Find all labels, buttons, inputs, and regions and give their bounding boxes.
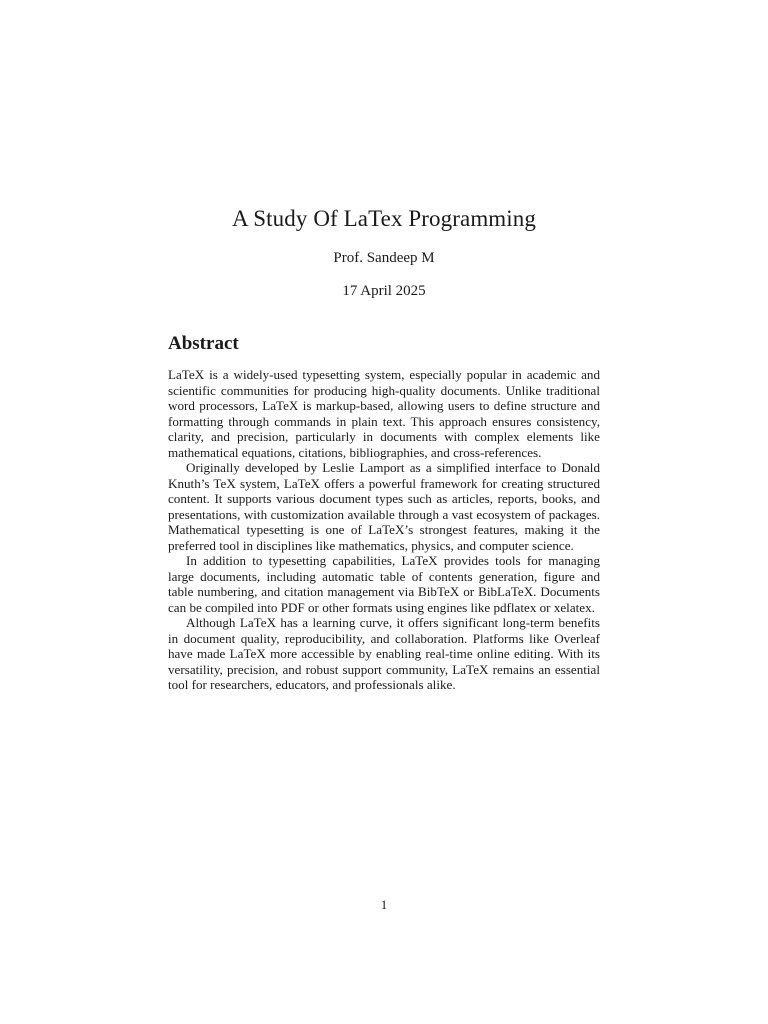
abstract-body xyxy=(168,367,600,693)
abstract-paragraph: LaTeX is a widely-used typesetting system, especially popular in academic and scientific communities for producing high-quality documents. Unlike traditional word processors, LaTeX is markup-based, allowing users to define structure and formatting through commands in plain text. This approach ensures consistency, clarity, and precision, particularly in documents with complex elements like mathematical equations, citations, bibliographies, and cross-references. xyxy=(168,367,600,460)
document-author: Prof. Sandeep M xyxy=(333,250,435,266)
abstract-heading: Abstract xyxy=(168,333,239,354)
abstract-paragraph: Although LaTeX has a learning curve, it offers significant long-term benefits in document quality, reproducibility, and collaboration. Platforms like Overleaf have made LaTeX more accessible by enabling real-time online editing. With its versatility, precision, and robust support community, LaTeX remains an essential tool for researchers, educators, and professionals alike. xyxy=(168,615,600,692)
document-date: 17 April 2025 xyxy=(342,283,426,299)
document-title: A Study Of LaTex Programming xyxy=(232,206,536,231)
abstract-paragraph: Originally developed by Leslie Lamport as a simplified interface to Donald Knuth’s TeX system, LaTeX offers a powerful framework for creating structured content. It supports various document types such as articles, reports, books, and presentations, with customization available through a vast ecosystem of packages. Mathematical typesetting is one of LaTeX’s strongest features, making it the preferred tool in disciplines like mathematics, physics, and computer science. xyxy=(168,460,600,553)
abstract-paragraph: In addition to typesetting capabilities, LaTeX provides tools for managing large documents, including automatic table of contents generation, figure and table numbering, and citation management via BibTeX or BibLaTeX. Documents can be compiled into PDF or other formats using engines like pdflatex or xelatex. xyxy=(168,553,600,615)
page-number: 1 xyxy=(380,897,388,912)
